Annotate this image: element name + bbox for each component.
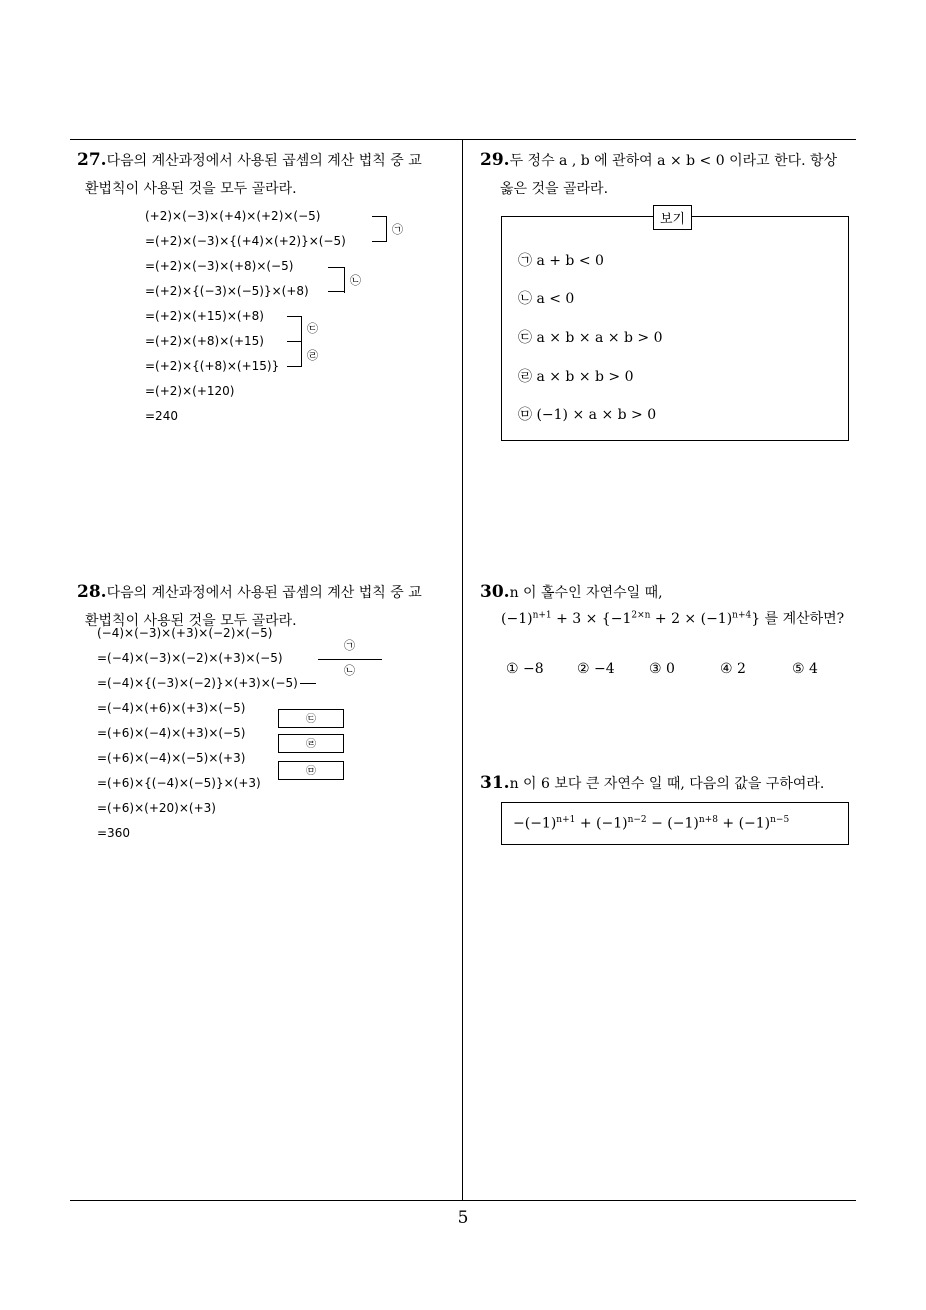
bracket (287, 341, 302, 367)
question-text: 두 정수 a , b 에 관하여 a × b < 0 이라고 한다. 항상 (509, 153, 838, 169)
step: =360 (97, 826, 130, 840)
exponent: 2×n (631, 610, 651, 621)
question-29 (480, 146, 860, 203)
step: =(+6)×(−4)×(−5)×(+3) (97, 751, 246, 765)
question-text: n 이 6 보다 큰 자연수 일 때, 다음의 값을 구하여라. (509, 776, 825, 792)
question-text: 다음의 계산과정에서 사용된 곱셈의 계산 법칙 중 교 (106, 585, 422, 601)
mark-label: ㉡ (350, 274, 361, 287)
step: =(−4)×(−3)×(−2)×(+3)×(−5) (97, 651, 283, 665)
bracket (287, 316, 302, 342)
step: =(−4)×{(−3)×(−2)}×(+3)×(−5) (97, 676, 298, 690)
choice-2[interactable]: ② −4 (577, 661, 615, 677)
step: =(+2)×(−3)×(+8)×(−5) (145, 259, 294, 273)
exponent: n+4 (732, 610, 752, 621)
question-text: n 이 홀수인 자연수일 때, (509, 585, 663, 601)
bogi-item: ㉠ a + b < 0 (518, 253, 604, 269)
question-31 (480, 769, 860, 798)
question-27 (77, 146, 457, 203)
expr-part: + (−1) (717, 815, 771, 832)
bogi-item: ㉡ a < 0 (518, 291, 575, 307)
choice-5[interactable]: ⑤ 4 (792, 661, 818, 677)
question-text: 다음의 계산과정에서 사용된 곱셈의 계산 법칙 중 교 (106, 153, 422, 169)
bogi-item: ㉤ (−1) × a × b > 0 (518, 407, 657, 423)
step: (+2)×(−3)×(+4)×(+2)×(−5) (145, 209, 321, 223)
question-text-cont: 옳은 것을 골라라. (500, 181, 609, 197)
bracket (372, 216, 387, 242)
arrow-line (328, 291, 344, 292)
question-number: 30. (480, 582, 510, 602)
step: =(+2)×(+15)×(+8) (145, 309, 264, 323)
step: =(+6)×(−4)×(+3)×(−5) (97, 726, 246, 740)
question-text-cont: 환법칙이 사용된 것을 모두 골라라. (85, 181, 297, 197)
expr-part: (−1) (501, 611, 533, 627)
arrow-line (300, 683, 316, 684)
question-number: 27. (77, 150, 107, 170)
step: =240 (145, 409, 178, 423)
question-30 (480, 578, 860, 607)
exponent: n+8 (698, 815, 718, 825)
question-number: 28. (77, 582, 107, 602)
mark-label: ㉡ (344, 664, 355, 677)
exponent: n−2 (627, 815, 647, 825)
step: =(−4)×(+6)×(+3)×(−5) (97, 701, 246, 715)
exponent: n−5 (770, 815, 790, 825)
mark-label: ㉠ (392, 223, 403, 236)
expr-part: } 를 계산하면? (751, 611, 845, 627)
choice-3[interactable]: ③ 0 (649, 661, 675, 677)
bogi-item: ㉣ a × b × b > 0 (518, 369, 634, 385)
q30-expression (501, 608, 844, 628)
mark-label: ㉣ (307, 349, 318, 362)
step: =(+6)×{(−4)×(−5)}×(+3) (97, 776, 261, 790)
exponent: n+1 (532, 610, 552, 621)
step: =(+2)×(−3)×{(+4)×(+2)}×(−5) (145, 234, 346, 248)
expr-part: + (−1) (575, 815, 628, 832)
mark-label: ㉢ (306, 714, 316, 725)
choice-1[interactable]: ① −8 (506, 661, 544, 677)
q31-expression (513, 815, 789, 832)
arrow-line (318, 659, 382, 660)
bracket (344, 267, 345, 293)
expr-part: − (−1) (646, 815, 699, 832)
expr-part: −(−1) (513, 815, 557, 832)
expr-part: + 2 × (−1) (650, 611, 733, 627)
exponent: n+1 (556, 815, 576, 825)
question-number: 31. (480, 773, 510, 793)
label-box (278, 734, 344, 753)
mark-label: ㉠ (344, 639, 355, 652)
label-box (278, 709, 344, 728)
top-rule (70, 139, 856, 140)
mark-label: ㉤ (306, 766, 316, 777)
mark-label: ㉢ (307, 322, 318, 335)
step: (−4)×(−3)×(+3)×(−2)×(−5) (97, 626, 273, 640)
choice-4[interactable]: ④ 2 (720, 661, 746, 677)
page-number: 5 (457, 1208, 469, 1228)
step: =(+2)×(+8)×(+15) (145, 334, 264, 348)
mark-label: ㉣ (306, 739, 316, 750)
step: =(+2)×{(−3)×(−5)}×(+8) (145, 284, 309, 298)
bogi-item: ㉢ a × b × a × b > 0 (518, 330, 663, 346)
step: =(+2)×{(+8)×(+15)} (145, 359, 280, 373)
question-number: 29. (480, 150, 510, 170)
label-box (278, 761, 344, 780)
question-text-cont: 환법칙이 사용된 것을 모두 골라라. (85, 613, 297, 629)
step: =(+6)×(+20)×(+3) (97, 801, 216, 815)
expr-part: + 3 × {−1 (551, 611, 632, 627)
step: =(+2)×(+120) (145, 384, 235, 398)
column-divider (462, 139, 463, 1201)
bogi-label: 보기 (653, 205, 692, 230)
bottom-rule (70, 1200, 856, 1201)
arrow-line (328, 267, 344, 268)
